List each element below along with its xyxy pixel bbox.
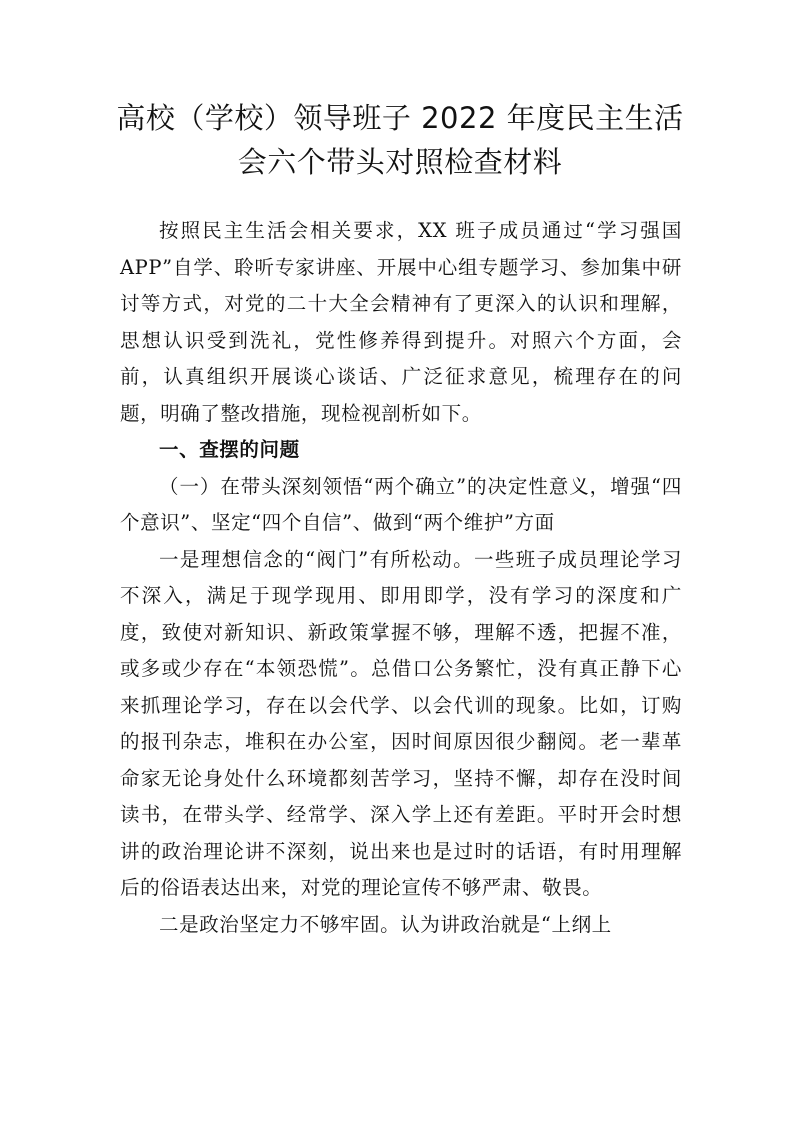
intro-paragraph: 按照民主生活会相关要求，XX 班子成员通过“学习强国 APP”自学、聆听专家讲座、开展中心组专题学习、参加集中研讨等方式，对党的二十大全会精神有了更深入的认识和理解，思想认识受到洗礼，党性修养得到提升。对照六个方面，会前，认真组织开展谈心谈话、广泛征求意见，梳理存在的问题，明确了整改措施，现检视剖析如下。: [120, 219, 682, 425]
body-paragraph: 一是理想信念的“阀门”有所松动。一些班子成员理论学习不深入，满足于现学现用、即用即学，没有学习的深度和广度，致使对新知识、新政策掌握不够，理解不透，把握不准，或多或少存在“本领恐慌”。总借口公务繁忙，没有真正静下心来抓理论学习，存在以会代学、以会代训的现象。比如，订购的报刊杂志，堆积在办公室，因时间原因很少翻阅。老一辈革命家无论身处什么环境都刻苦学习，坚持不懈，却存在没时间读书，在带头学、经常学、深入学上还有差距。平时开会时想讲的政治理论讲不深刻，说出来也是过时的话语，有时用理解后的俗语表达出来，对党的理论宣传不够严肃、敬畏。: [120, 547, 682, 899]
title-line-1: 高校（学校）领导班子 2022 年度民主生活: [116, 101, 684, 135]
subsection-heading: （一）在带头深刻领悟“两个确立”的决定性意义，增强“四个意识”、坚定“四个自信”、做到“两个维护”方面: [120, 474, 682, 534]
document-title: [90, 96, 710, 184]
title-line-2: 会六个带头对照检查材料: [237, 145, 563, 179]
document-body: [120, 213, 682, 943]
body-paragraph: 二是政治坚定力不够牢固。认为讲政治就是“上纲上: [159, 912, 612, 936]
section-heading: 一、查摆的问题: [159, 438, 300, 461]
